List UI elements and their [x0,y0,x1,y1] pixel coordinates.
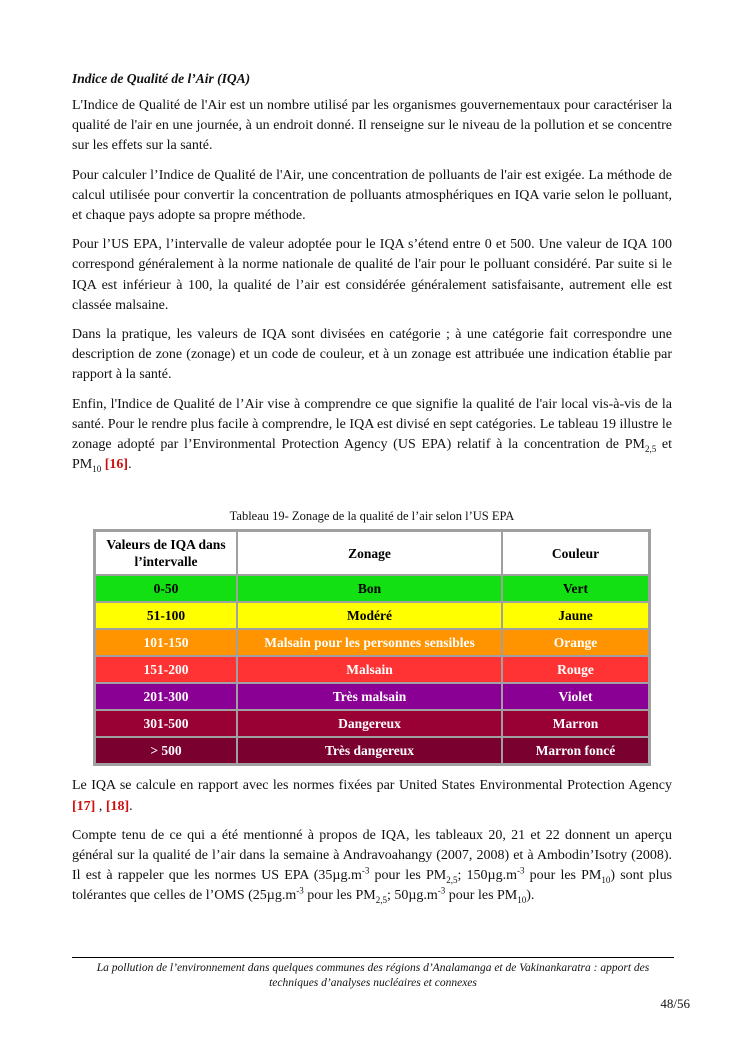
text-run: -3 [517,865,525,876]
header-range: Valeurs de IQA dans l’intervalle [95,531,237,575]
cell-color: Jaune [502,602,649,629]
cell-color: Marron [502,710,649,737]
cell-zone: Dangereux [237,710,502,737]
paragraph: Pour l’US EPA, l’intervalle de valeur adoptée pour le IQA s’étend entre 0 et 500. Une valeur de IQA 100 correspond généralement à la norme nationale de qualité de l'air pour le polluant considéré. Par suite si le IQA est inférieur à 100, la qualité de l’air est considérée généralement satisfaisante, autrement elle est classée malsaine. [72,237,672,313]
table-row [95,656,649,683]
text-run: ) sont plus tolérantes que celles de l’OMS (25µg.m [72,868,673,904]
cell-range: 0-50 [95,575,237,602]
text-run: pour les PM [369,868,447,884]
citation-link[interactable]: [17] [72,798,96,814]
cell-zone: Bon [237,575,502,602]
table-row [95,575,649,602]
page-footer: La pollution de l’environnement dans quelques communes des régions d’Analamanga et de Vakinankaratra : apport des techniques d’analyses nucléaires et connexes [72,957,674,991]
cell-zone: Très malsain [237,683,502,710]
text-run: , [95,798,106,814]
text-run: et PM [72,437,673,473]
text-run: -3 [296,885,304,896]
text-run: -3 [437,885,446,896]
text-run: Le IQA se calcule en rapport avec les normes fixées par United States Environmental Protection Agency [72,778,672,794]
cell-color: Rouge [502,656,649,683]
cell-zone: Malsain [237,656,502,683]
cell-zone: Très dangereux [237,737,502,764]
cell-range: > 500 [95,737,237,764]
table-row [95,737,649,764]
table-row [95,710,649,737]
cell-range: 51-100 [95,602,237,629]
header-color: Couleur [502,531,649,575]
text-run: 2,5 [644,443,657,454]
text-run: 10 [92,464,102,475]
text-run: Compte tenu de ce qui a été mentionné à propos de IQA, les tableaux 20, 21 et 22 donnent un aperçu général sur la qualité de l’air dans la semaine à Andravoahangy (2007, 2008) et à Ambodin’Isotry (2008). Il est à rappeler que les normes US EPA (35µg.m [72,827,672,884]
cell-range: 201-300 [95,683,237,710]
paragraph: L'Indice de Qualité de l'Air est un nombre utilisé par les organismes gouvernementaux pour caractériser la qualité de l'air en une journée, à un endroit donné. Il renseigne sur le niveau de la pollution et se concentre sur les effets sur la santé. [72,98,672,154]
table-row [95,629,649,656]
text-run: pour les PM [524,868,602,884]
text-run: 2,5 [375,895,387,906]
text-run: Enfin, l'Indice de Qualité de l’Air vise à comprendre ce que signifie la qualité de l'air local vis-à-vis de la santé. Pour le rendre plus facile à comprendre, le IQA est divisé en sept catégories. Le tableau 19 illustre le zonage adopté par l’Environmental Protection Agency (US EPA) relatif à la concentration de PM [72,396,672,453]
citation-link[interactable]: [16] [104,457,129,473]
text-run: 10 [517,895,527,906]
table-header-row [95,531,649,575]
aqi-zoning-table [93,529,651,766]
text-run: pour les PM [445,888,518,904]
paragraph [72,826,672,907]
cell-range: 151-200 [95,656,237,683]
document-body [72,70,672,916]
cell-zone: Modéré [237,602,502,629]
table-row [95,683,649,710]
paragraph: Pour calculer l’Indice de Qualité de l'Air, une concentration de polluants de l'air est exigée. La méthode de calcul utilisée pour convertir la concentration de polluants atmosphériques en IQA varie selon le polluant, et chaque pays adopte sa propre méthode. [72,167,672,224]
text-run: . [128,457,132,473]
cell-color: Orange [502,629,649,656]
paragraph [72,776,672,816]
table-row [95,602,649,629]
paragraph [72,395,672,476]
text-run: 2,5 [446,875,458,886]
cell-range: 301-500 [95,710,237,737]
text-run: -3 [361,865,370,876]
table-caption: Tableau 19- Zonage de la qualité de l’air selon l’US EPA [229,509,515,524]
header-zone: Zonage [237,531,502,575]
section-heading: Indice de Qualité de l’Air (IQA) [72,71,251,86]
citation-link[interactable]: [18] [105,798,130,814]
text-run: . [129,798,133,814]
page-number: 48/56 [660,996,690,1011]
text-run: ). [526,888,535,904]
text-run: ; 150µg.m [457,868,517,884]
cell-color: Marron foncé [502,737,649,764]
paragraph: Dans la pratique, les valeurs de IQA sont divisées en catégorie ; à une catégorie fait correspondre une description de zone (zonage) et un code de couleur, et à un zonage est attribuée une indication établie par rapport à la santé. [72,327,672,383]
text-run: ; 50µg.m [386,888,438,904]
cell-range: 101-150 [95,629,237,656]
cell-color: Vert [502,575,649,602]
cell-color: Violet [502,683,649,710]
text-run: 10 [601,875,611,886]
text-run: pour les PM [303,888,376,904]
cell-zone: Malsain pour les personnes sensibles [237,629,502,656]
